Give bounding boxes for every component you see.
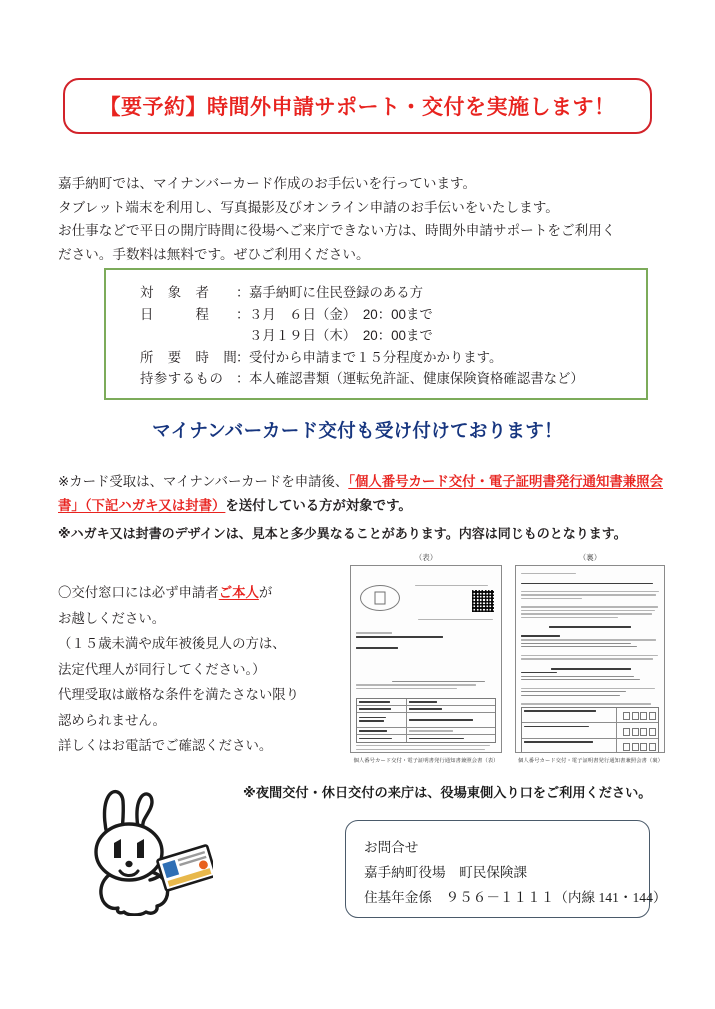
intro-paragraph	[58, 172, 658, 266]
sample-back-tag: （裏）	[578, 553, 602, 562]
details-label-schedule: 日 程	[140, 306, 210, 322]
counter-line-6: 認められません。	[58, 712, 166, 728]
details-colon-schedule: ：	[236, 306, 250, 322]
counter-line-5: 代理受取は厳格な条件を満たさない限り	[58, 687, 300, 702]
contact-phone: 住基年金係 ９５６－１１１１（内線 141・144）	[364, 890, 667, 905]
sample-postcard-back	[515, 552, 665, 764]
intro-line-4: ださい。手数料は無料です。ぜひご利用ください。	[58, 246, 370, 262]
note-line-2: ※ハガキ又は封書のデザインは、見本と多少異なることがあります。内容は同じものとなります。	[58, 526, 627, 541]
sample-back-checkgrid	[521, 707, 659, 753]
title-banner	[63, 78, 652, 134]
counter-line-1-suffix: が	[258, 585, 273, 600]
sample-front-table	[356, 698, 496, 743]
intro-line-2: タブレット端末を利用し、写真撮影及びオンライン申請のお手伝いをいたします。	[58, 199, 559, 215]
counter-line-4: 法定代理人が同行してください。）	[58, 661, 266, 677]
details-row-bring	[140, 368, 584, 390]
sample-front-tag: （表）	[414, 553, 438, 562]
details-label-target: 対 象 者	[140, 285, 210, 300]
sample-front-caption: 個人番号カード交付・電子証明書発行通知書兼照会書（表）	[353, 758, 499, 764]
card-issuance-heading: マイナンバーカード交付も受け付けております！	[152, 420, 563, 441]
contact-inner	[346, 821, 667, 910]
details-colon-duration: ：	[236, 349, 250, 365]
sample-postcard-front	[350, 552, 502, 764]
counter-line-3: （１５歳未満や成年被後見人の方は、	[58, 636, 286, 651]
note-line-1	[58, 470, 663, 518]
note-1-prefix: ※カード受取は、マイナンバーカードを申請後、	[58, 474, 349, 489]
page-title: 【要予約】時間外申請サポート・交付を実施します！	[99, 96, 616, 119]
details-info-box	[104, 268, 648, 400]
details-value-schedule-1: ３月 ６日（金） 20：00まで	[249, 306, 433, 322]
note-1-suffix: を送付している方が対象です。	[225, 498, 412, 513]
counter-line-1-prefix: 〇交付窓口には必ず申請者	[58, 585, 219, 600]
sample-back-sheet	[515, 565, 665, 753]
notes-block	[58, 470, 663, 546]
counter-line-1	[58, 580, 348, 606]
details-row-target	[140, 282, 584, 304]
details-value-duration: 受付から申請まで１５分程度かかります。	[249, 349, 503, 365]
details-colon-bring: ：	[236, 371, 250, 387]
sample-back-caption: 個人番号カード交付・電子証明書発行通知書兼照会書（裏）	[518, 758, 664, 764]
details-value-target: 嘉手納町に住民登録のある方	[249, 285, 424, 300]
contact-box	[345, 820, 667, 918]
rabbit-mascot-icon	[78, 788, 213, 916]
details-value-bring: 本人確認書類（運転免許証、健康保険資格確認書など）	[249, 371, 584, 387]
intro-line-3: お仕事などで平日の開庁時間に役場へご来庁できない方は、時間外申請サポートをご利用く	[58, 223, 616, 238]
contact-label: お問合せ	[364, 840, 419, 855]
sample-front-sheet	[350, 565, 502, 753]
counter-line-2: お越しください。	[58, 610, 166, 626]
details-colon-target: ：	[236, 285, 250, 300]
note-1-highlight: 「個人番号カード交付・電子証明書発行通知書兼照会書」（下記ハガキ又は封書）	[58, 474, 663, 513]
postage-stamp-icon	[360, 585, 400, 611]
details-label-duration: 所 要 時 間	[140, 349, 238, 365]
details-label-bring: 持参するもの	[140, 371, 224, 387]
intro-line-1: 嘉手納町では、マイナンバーカード作成のお手伝いを行っています。	[58, 176, 477, 191]
details-row-schedule-2	[140, 325, 584, 347]
contact-department: 嘉手納町役場 町民保険課	[364, 865, 528, 880]
counter-line-1-highlight: ご本人	[218, 585, 259, 600]
details-row-duration	[140, 347, 584, 369]
details-row-schedule	[140, 304, 584, 326]
night-holiday-notice: ※夜間交付・休日交付の来庁は、役場東側入り口をご利用ください。	[243, 785, 652, 800]
counter-line-7: 詳しくはお電話でご確認ください。	[58, 738, 273, 753]
counter-visit-info	[58, 580, 348, 759]
qr-code-icon	[472, 590, 494, 612]
details-value-schedule-2: ３月１９日（木） 20：00まで	[249, 328, 433, 344]
details-table	[140, 282, 584, 390]
